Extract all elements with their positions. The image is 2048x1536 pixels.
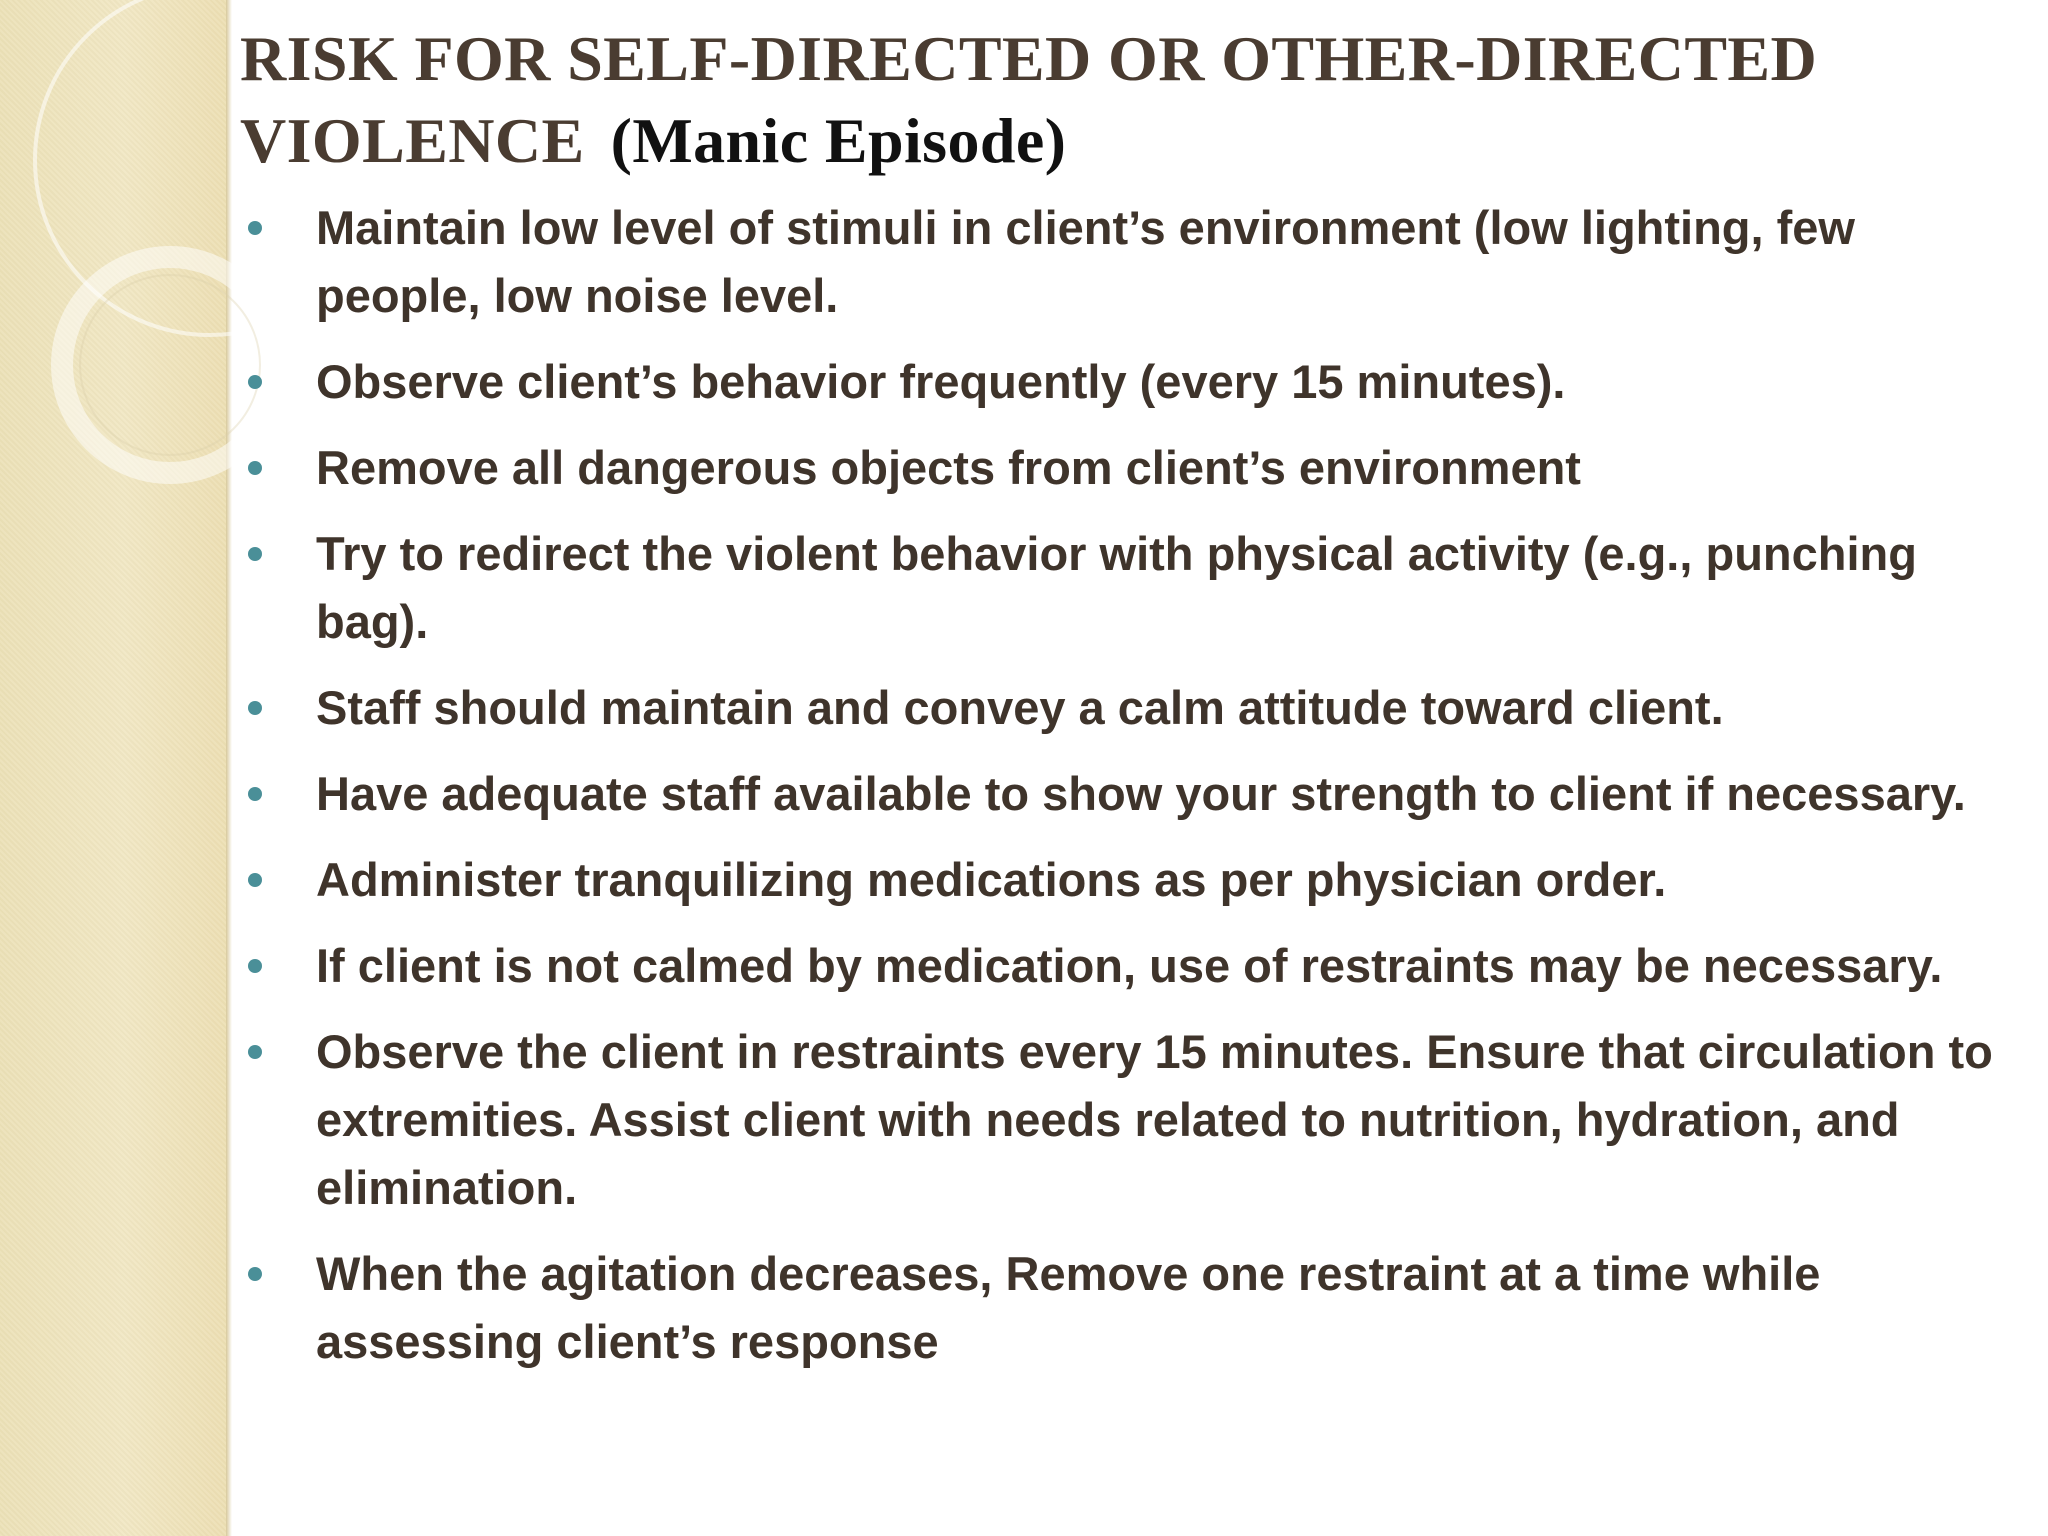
bullet-icon <box>248 959 262 973</box>
bullet-icon <box>248 701 262 715</box>
bullet-item-9 <box>240 1018 2010 1222</box>
small-ring-inner <box>80 275 260 455</box>
bullet-item-6 <box>240 760 2010 828</box>
bullet-icon <box>248 1267 262 1281</box>
title-line-2: VIOLENCE <box>240 105 585 176</box>
bullet-item-4 <box>240 520 2010 656</box>
bullet-text: Remove all dangerous objects from client’s environment <box>316 441 1581 494</box>
title-subtitle: (Manic Episode) <box>610 105 1067 176</box>
bullet-icon <box>248 1045 262 1059</box>
bullet-text: If client is not calmed by medication, use of restraints may be necessary. <box>316 939 1943 992</box>
bullet-icon <box>248 547 262 561</box>
bullet-item-8 <box>240 932 2010 1000</box>
bullet-icon <box>248 461 262 475</box>
title-line-1: RISK FOR SELF-DIRECTED OR OTHER-DIRECTED <box>240 23 1818 94</box>
slide-content <box>240 18 2010 1394</box>
bullet-text: Have adequate staff available to show your strength to client if necessary. <box>316 767 1966 820</box>
bullet-icon <box>248 787 262 801</box>
bullet-item-10 <box>240 1240 2010 1376</box>
bullet-item-7 <box>240 846 2010 914</box>
bullet-text: Maintain low level of stimuli in client’s environment (low lighting, few people, low noise level. <box>316 201 1855 322</box>
bullet-text: When the agitation decreases, Remove one restraint at a time while assessing client’s response <box>316 1247 1821 1368</box>
bullet-list <box>240 194 2010 1376</box>
bullet-item-3 <box>240 434 2010 502</box>
bullet-icon <box>248 221 262 235</box>
slide-title <box>240 18 2010 182</box>
bullet-item-1 <box>240 194 2010 330</box>
bullet-text: Observe client’s behavior frequently (every 15 minutes). <box>316 355 1566 408</box>
bullet-item-2 <box>240 348 2010 416</box>
bullet-text: Administer tranquilizing medications as per physician order. <box>316 853 1667 906</box>
bullet-text: Staff should maintain and convey a calm attitude toward client. <box>316 681 1724 734</box>
bullet-icon <box>248 873 262 887</box>
bullet-icon <box>248 375 262 389</box>
bullet-item-5 <box>240 674 2010 742</box>
bullet-text: Try to redirect the violent behavior with physical activity (e.g., punching bag). <box>316 527 1917 648</box>
bullet-text: Observe the client in restraints every 15 minutes. Ensure that circulation to extremities. Assist client with needs related to nutrition, hydration, and elimination. <box>316 1025 1993 1214</box>
